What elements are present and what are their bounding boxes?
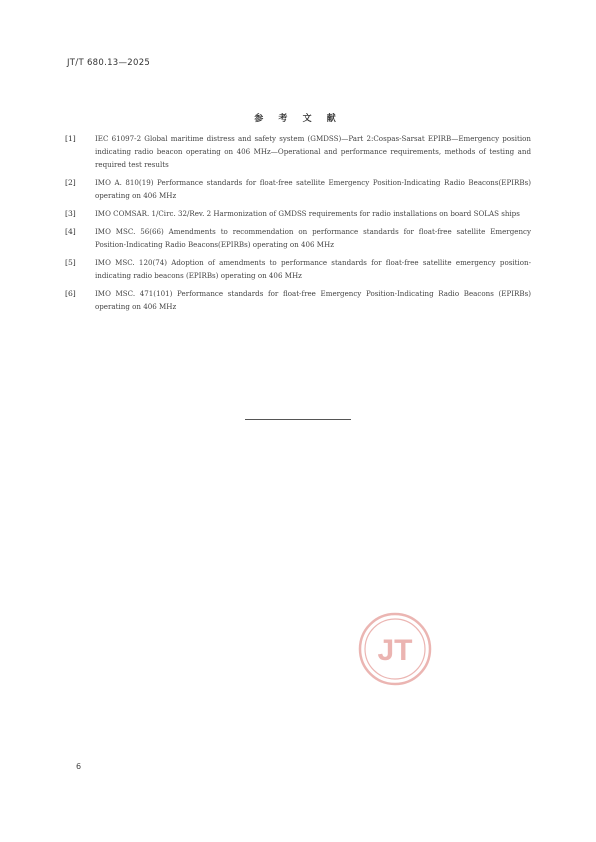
- reference-item: [65, 132, 531, 171]
- reference-number: [1]: [65, 134, 76, 143]
- jt-watermark-logo: [358, 612, 432, 686]
- reference-item: [65, 207, 531, 220]
- reference-text: IMO COMSAR. 1/Circ. 32/Rev. 2 Harmonization of GMDSS requirements for radio installations on board SOLAS ships: [95, 209, 520, 218]
- reference-item: [65, 287, 531, 313]
- reference-text: IMO A. 810(19) Performance standards for float-free satellite Emergency Position-Indicating Radio Beacons(EPIRBs) operating on 406 MHz: [95, 178, 531, 200]
- watermark-text: JT: [377, 634, 413, 667]
- reference-number: [2]: [65, 178, 76, 187]
- reference-number: [4]: [65, 227, 76, 236]
- reference-text: IMO MSC. 471(101) Performance standards for float-free Emergency Position-Indicating Radio Beacons (EPIRBs) operating on 406 MHz: [95, 289, 531, 311]
- reference-number: [6]: [65, 289, 76, 298]
- reference-number: [5]: [65, 258, 76, 267]
- document-code: JT/T 680.13—2025: [67, 58, 151, 68]
- reference-text: IMO MSC. 56(66) Amendments to recommendation on performance standards for float-free satellite Emergency Position-Indicating Radio Beacons(EPIRBs) operating on 406 MHz: [95, 227, 531, 249]
- reference-number: [3]: [65, 209, 76, 218]
- reference-item: [65, 256, 531, 282]
- reference-item: [65, 225, 531, 251]
- reference-text: IMO MSC. 120(74) Adoption of amendments to performance standards for float-free satellite emergency position-indicating radio beacons (EPIRBs) operating on 406 MHz: [95, 258, 531, 280]
- reference-list: [65, 132, 531, 318]
- reference-text: IEC 61097-2 Global maritime distress and safety system (GMDSS)—Part 2:Cospas-Sarsat EPIRB—Emergency position indicating radio beacon operating on 406 MHz—Operational and performance requirements, methods of testing and required test results: [95, 134, 531, 169]
- page-number: 6: [76, 762, 82, 771]
- reference-item: [65, 176, 531, 202]
- end-rule: [245, 419, 351, 420]
- section-title: 参 考 文 献: [254, 114, 342, 124]
